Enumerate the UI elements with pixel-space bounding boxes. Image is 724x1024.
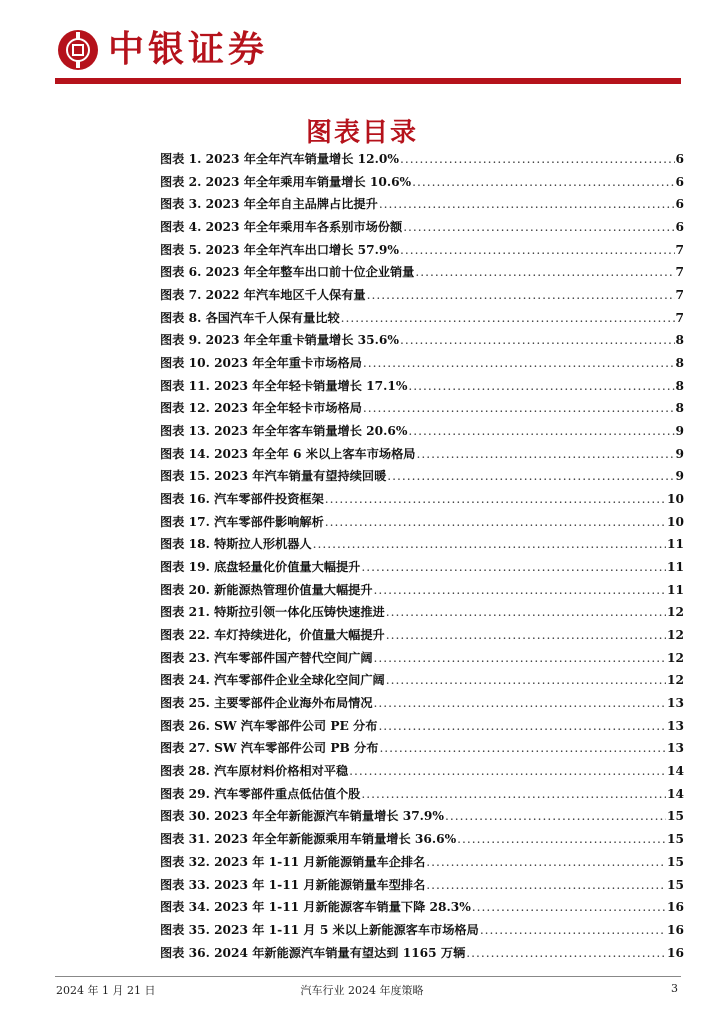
toc-entry-page: 8 bbox=[675, 356, 684, 371]
toc-entry[interactable] bbox=[160, 286, 684, 309]
toc-entry-page: 12 bbox=[667, 628, 684, 643]
toc-entry-label: 图表 13. 2023 年全年客车销量增长 20.6% bbox=[160, 424, 408, 439]
toc-entry[interactable] bbox=[160, 649, 684, 672]
toc-leader-dots bbox=[367, 288, 675, 302]
toc-entry-label: 图表 27. SW 汽车零部件公司 PB 分布 bbox=[160, 741, 379, 756]
toc-entry-label: 图表 7. 2022 年汽车地区千人保有量 bbox=[160, 288, 366, 303]
footer-divider bbox=[55, 976, 681, 977]
toc-entry-label: 图表 22. 车灯持续进化，价值量大幅提升 bbox=[160, 628, 385, 643]
toc-entry-label: 图表 29. 汽车零部件重点低估值个股 bbox=[160, 786, 361, 801]
toc-entry-page: 15 bbox=[667, 854, 684, 869]
toc-entry[interactable] bbox=[160, 671, 684, 694]
bank-of-china-logo-icon bbox=[58, 30, 98, 70]
toc-entry[interactable] bbox=[160, 898, 684, 921]
toc-leader-dots bbox=[400, 152, 675, 166]
toc-entry[interactable] bbox=[160, 467, 684, 490]
toc-entry-page: 12 bbox=[667, 650, 684, 665]
toc-entry-page: 11 bbox=[667, 560, 684, 575]
page-title: 图表目录 bbox=[305, 118, 418, 148]
toc-entry-label: 图表 31. 2023 年全年新能源乘用车销量增长 36.6% bbox=[160, 832, 457, 847]
toc-leader-dots bbox=[374, 651, 667, 665]
toc-leader-dots bbox=[387, 469, 674, 483]
toc-leader-dots bbox=[386, 628, 666, 642]
toc-entry[interactable] bbox=[160, 535, 684, 558]
toc-leader-dots bbox=[480, 923, 666, 937]
toc-leader-dots bbox=[363, 356, 675, 370]
toc-entry-page: 16 bbox=[667, 900, 684, 915]
toc-leader-dots bbox=[374, 696, 667, 710]
toc-entry-label: 图表 21. 特斯拉引领一体化压铸快速推进 bbox=[160, 605, 385, 620]
toc-entry-page: 9 bbox=[675, 424, 684, 439]
toc-leader-dots bbox=[472, 900, 666, 914]
toc-entry-label: 图表 3. 2023 年全年自主品牌占比提升 bbox=[160, 197, 378, 212]
toc-leader-dots bbox=[341, 311, 675, 325]
toc-leader-dots bbox=[325, 492, 666, 506]
toc-entry-label: 图表 12. 2023 年全年轻卡市场格局 bbox=[160, 401, 362, 416]
toc-entry[interactable] bbox=[160, 830, 684, 853]
page-header bbox=[44, 26, 684, 76]
toc-entry-label: 图表 18. 特斯拉人形机器人 bbox=[160, 537, 312, 552]
toc-leader-dots bbox=[325, 515, 666, 529]
toc-entry-page: 11 bbox=[667, 537, 684, 552]
toc-entry-page: 12 bbox=[667, 673, 684, 688]
toc-entry[interactable] bbox=[160, 785, 684, 808]
toc-entry-page: 8 bbox=[675, 378, 684, 393]
footer-doc-title: 汽车行业 2024 年度策略 bbox=[300, 984, 424, 997]
toc-leader-dots bbox=[445, 809, 666, 823]
toc-leader-dots bbox=[457, 832, 666, 846]
toc-leader-dots bbox=[408, 424, 674, 438]
toc-entry-page: 9 bbox=[675, 446, 684, 461]
toc-entry[interactable] bbox=[160, 762, 684, 785]
toc-entry[interactable] bbox=[160, 399, 684, 422]
toc-leader-dots bbox=[386, 605, 666, 619]
toc-entry-page: 7 bbox=[675, 265, 684, 280]
toc-entry-page: 6 bbox=[675, 197, 684, 212]
toc-entry-label: 图表 2. 2023 年全年乘用车销量增长 10.6% bbox=[160, 174, 412, 189]
toc-entry-page: 8 bbox=[675, 401, 684, 416]
toc-leader-dots bbox=[403, 220, 674, 234]
toc-entry-label: 图表 26. SW 汽车零部件公司 PE 分布 bbox=[160, 718, 378, 733]
toc-entry-label: 图表 4. 2023 年全年乘用车各系别市场份额 bbox=[160, 220, 403, 235]
toc-leader-dots bbox=[400, 243, 675, 257]
toc-entry-label: 图表 24. 汽车零部件企业全球化空间广阔 bbox=[160, 673, 385, 688]
toc-entry-label: 图表 32. 2023 年 1-11 月新能源销量车企排名 bbox=[160, 854, 426, 869]
toc-leader-dots bbox=[363, 401, 675, 415]
toc-leader-dots bbox=[379, 197, 675, 211]
toc-leader-dots bbox=[379, 741, 666, 755]
toc-entry-page: 7 bbox=[675, 310, 684, 325]
toc-entry-label: 图表 1. 2023 年全年汽车销量增长 12.0% bbox=[160, 152, 399, 166]
toc-entry[interactable] bbox=[160, 195, 684, 218]
toc-entry-page: 12 bbox=[667, 605, 684, 620]
toc-leader-dots bbox=[426, 855, 666, 869]
toc-leader-dots bbox=[426, 878, 666, 892]
toc-leader-dots bbox=[313, 537, 666, 551]
toc-entry[interactable] bbox=[160, 263, 684, 286]
toc-leader-dots bbox=[349, 764, 666, 778]
toc-entry-label: 图表 19. 底盘轻量化价值量大幅提升 bbox=[160, 560, 361, 575]
toc-entry-label: 图表 30. 2023 年全年新能源汽车销量增长 37.9% bbox=[160, 809, 444, 824]
toc-entry-page: 16 bbox=[667, 922, 684, 937]
toc-entry-label: 图表 5. 2023 年全年汽车出口增长 57.9% bbox=[160, 242, 399, 257]
toc-leader-dots bbox=[361, 787, 666, 801]
toc-leader-dots bbox=[408, 379, 674, 393]
toc-entry-page: 14 bbox=[667, 786, 684, 801]
toc-leader-dots bbox=[400, 333, 675, 347]
toc-entry-label: 图表 14. 2023 年全年 6 米以上客车市场格局 bbox=[160, 446, 416, 461]
toc-leader-dots bbox=[466, 946, 666, 960]
toc-entry-label: 图表 16. 汽车零部件投资框架 bbox=[160, 492, 324, 507]
toc-leader-dots bbox=[416, 447, 674, 461]
toc-entry-page: 6 bbox=[675, 174, 684, 189]
header-divider bbox=[55, 78, 681, 84]
toc-entry-label: 图表 15. 2023 年汽车销量有望持续回暖 bbox=[160, 469, 387, 484]
toc-entry-label: 图表 8. 各国汽车千人保有量比较 bbox=[160, 310, 340, 325]
toc-leader-dots bbox=[374, 583, 667, 597]
toc-entry[interactable] bbox=[160, 807, 684, 830]
toc-entry[interactable] bbox=[160, 876, 684, 899]
toc-entry[interactable] bbox=[160, 694, 684, 717]
toc-entry[interactable] bbox=[160, 173, 684, 196]
toc-entry-label: 图表 20. 新能源热管理价值量大幅提升 bbox=[160, 582, 373, 597]
toc-leader-dots bbox=[412, 175, 674, 189]
toc-entry-page: 15 bbox=[667, 809, 684, 824]
toc-entry[interactable] bbox=[160, 377, 684, 400]
toc-entry[interactable] bbox=[160, 581, 684, 604]
footer-page-number: 3 bbox=[671, 982, 678, 995]
toc-entry[interactable] bbox=[160, 717, 684, 740]
toc-entry-label: 图表 33. 2023 年 1-11 月新能源销量车型排名 bbox=[160, 877, 426, 892]
toc-entry[interactable] bbox=[160, 944, 684, 967]
toc-entry-page: 15 bbox=[667, 877, 684, 892]
toc-entry[interactable] bbox=[160, 150, 684, 173]
toc-entry-page: 7 bbox=[675, 242, 684, 257]
toc-entry-page: 10 bbox=[667, 492, 684, 507]
toc-entry-page: 16 bbox=[667, 945, 684, 960]
toc-entry-page: 7 bbox=[675, 288, 684, 303]
toc-entry-page: 9 bbox=[675, 469, 684, 484]
toc-entry-label: 图表 11. 2023 年全年轻卡销量增长 17.1% bbox=[160, 378, 408, 393]
toc-entry-label: 图表 25. 主要零部件企业海外布局情况 bbox=[160, 696, 373, 711]
toc-entry-label: 图表 23. 汽车零部件国产替代空间广阔 bbox=[160, 650, 373, 665]
toc-entry-label: 图表 35. 2023 年 1-11 月 5 米以上新能源客车市场格局 bbox=[160, 922, 479, 937]
toc-entry[interactable] bbox=[160, 558, 684, 581]
toc-entry[interactable] bbox=[160, 309, 684, 332]
toc-entry-page: 6 bbox=[675, 220, 684, 235]
toc-entry[interactable] bbox=[160, 354, 684, 377]
toc-entry-page: 15 bbox=[667, 832, 684, 847]
toc-entry[interactable] bbox=[160, 445, 684, 468]
toc-entry[interactable] bbox=[160, 218, 684, 241]
brand-name: 中银证券 bbox=[108, 29, 269, 70]
toc-entry-label: 图表 34. 2023 年 1-11 月新能源客车销量下降 28.3% bbox=[160, 900, 471, 915]
toc-entry-page: 13 bbox=[667, 718, 684, 733]
toc-entry[interactable] bbox=[160, 331, 684, 354]
toc-entry[interactable] bbox=[160, 626, 684, 649]
toc-entry[interactable] bbox=[160, 490, 684, 513]
toc-entry-page: 13 bbox=[667, 696, 684, 711]
footer-date: 2024 年 1 月 21 日 bbox=[56, 984, 156, 997]
toc-entry-page: 6 bbox=[675, 152, 684, 166]
toc-leader-dots bbox=[378, 719, 666, 733]
toc-entry[interactable] bbox=[160, 853, 684, 876]
toc-entry-page: 13 bbox=[667, 741, 684, 756]
toc-entry-label: 图表 36. 2024 年新能源汽车销量有望达到 1165 万辆 bbox=[160, 945, 466, 960]
toc-entry-page: 14 bbox=[667, 764, 684, 779]
toc-entry-label: 图表 9. 2023 年全年重卡销量增长 35.6% bbox=[160, 333, 399, 348]
toc-entry[interactable] bbox=[160, 513, 684, 536]
toc-entry-label: 图表 17. 汽车零部件影响解析 bbox=[160, 514, 324, 529]
toc-entry-label: 图表 10. 2023 年全年重卡市场格局 bbox=[160, 356, 362, 371]
toc-leader-dots bbox=[386, 673, 666, 687]
toc-entry[interactable] bbox=[160, 422, 684, 445]
toc-entry-page: 11 bbox=[667, 582, 684, 597]
toc-entry-page: 10 bbox=[667, 514, 684, 529]
table-of-figures bbox=[160, 150, 684, 966]
toc-leader-dots bbox=[361, 560, 666, 574]
toc-entry[interactable] bbox=[160, 241, 684, 264]
toc-entry[interactable] bbox=[160, 739, 684, 762]
toc-entry[interactable] bbox=[160, 921, 684, 944]
toc-entry-label: 图表 6. 2023 年全年整车出口前十位企业销量 bbox=[160, 265, 415, 280]
toc-leader-dots bbox=[415, 265, 674, 279]
toc-entry[interactable] bbox=[160, 603, 684, 626]
toc-entry-label: 图表 28. 汽车原材料价格相对平稳 bbox=[160, 764, 349, 779]
toc-entry-page: 8 bbox=[675, 333, 684, 348]
